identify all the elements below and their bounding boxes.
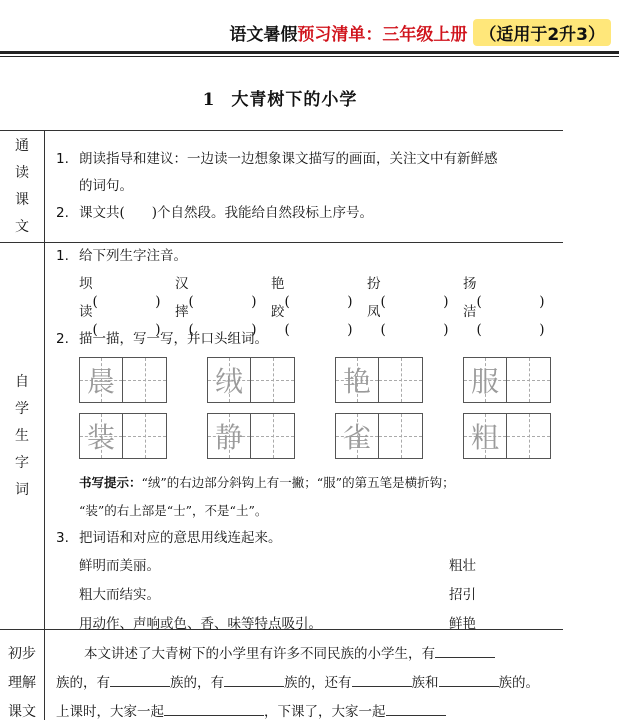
fill-blank[interactable]	[439, 673, 499, 687]
trace-char: 绒	[214, 365, 243, 398]
summary-line-3	[56, 698, 563, 727]
summary-text: 族的，有	[170, 675, 224, 691]
pinyin-char: 凤	[367, 304, 381, 320]
header-rule-thick	[0, 51, 619, 54]
write-cell[interactable]	[123, 357, 167, 403]
pinyin-row-1	[56, 270, 563, 298]
label-char: 通	[15, 137, 29, 154]
tip-label: 书写提示：	[79, 475, 142, 490]
item-number: 1.	[56, 151, 69, 167]
label-word: 理解	[8, 675, 36, 691]
fill-blank[interactable]	[386, 702, 446, 716]
item-number: 2.	[56, 331, 69, 347]
label-char: 课	[15, 191, 29, 208]
writing-pair	[463, 413, 551, 459]
pinyin-char: 扮	[367, 276, 381, 292]
summary-text: ，下课了，大家一起	[264, 704, 386, 720]
pinyin-item[interactable]	[175, 270, 271, 298]
pinyin-char: 读	[79, 304, 93, 320]
write-cell[interactable]	[251, 357, 295, 403]
fill-blank[interactable]	[224, 673, 284, 687]
label-char: 自	[15, 373, 29, 390]
item-text: 描一描，写一写，并口头组词。	[79, 331, 268, 347]
pinyin-item[interactable]	[79, 270, 175, 298]
lesson-title	[0, 85, 560, 110]
pinyin-item[interactable]	[367, 270, 463, 298]
trace-cell[interactable]	[207, 357, 251, 403]
writing-pair	[207, 357, 295, 403]
writing-grid-row-1	[79, 357, 563, 403]
trace-char: 晨	[86, 365, 115, 398]
writing-tip-cont: “装”的右上部是“士”，不是“土”。	[79, 503, 268, 518]
section-selfstudy-label	[0, 243, 45, 629]
item-number: 1.	[56, 248, 69, 264]
item-number: 2.	[56, 205, 69, 221]
tip-text: “绒”的右边部分斜钩上有一撇；“服”的第五笔是横折钩；	[141, 475, 455, 490]
selfstudy-item-3	[56, 525, 563, 552]
summary-text: 本文讲述了大青树下的小学里有许多不同民族的小学生，有	[84, 646, 435, 662]
writing-grid-row-2	[79, 413, 563, 459]
header	[229, 18, 611, 46]
worksheet-table	[0, 130, 563, 720]
selfstudy-item-1	[56, 243, 563, 270]
section-understand	[0, 630, 563, 720]
grade-badge: （适用于2升3）	[473, 19, 611, 46]
fill-blank[interactable]	[110, 673, 170, 687]
writing-pair	[207, 413, 295, 459]
summary-text: 上课时，大家一起	[56, 704, 164, 720]
writing-pair	[335, 357, 423, 403]
summary-text: 族的，有	[56, 675, 110, 691]
trace-cell[interactable]	[463, 357, 507, 403]
match-word[interactable]: 招引	[449, 587, 476, 603]
section-selfstudy	[0, 243, 563, 630]
pinyin-item[interactable]	[463, 270, 559, 298]
match-row	[56, 552, 563, 581]
match-meaning[interactable]: 用动作、声响或色、香、味等特点吸引。	[79, 616, 322, 632]
pinyin-char: 扬	[463, 276, 477, 292]
match-meaning[interactable]: 粗大而结实。	[79, 587, 160, 603]
trace-cell[interactable]	[79, 413, 123, 459]
header-title-part1: 语文暑假	[229, 24, 298, 45]
trace-cell[interactable]	[79, 357, 123, 403]
item-text: 把词语和对应的意思用线连起来。	[79, 530, 282, 546]
label-word: 初步	[8, 646, 36, 662]
summary-text: 族的。	[498, 675, 539, 691]
writing-pair	[463, 357, 551, 403]
writing-pair	[79, 357, 167, 403]
trace-cell[interactable]	[463, 413, 507, 459]
item-number: 3.	[56, 530, 69, 546]
write-cell[interactable]	[507, 357, 551, 403]
item-text: 朗读指导和建议：一边读一边想象课文描写的画面，关注文中有新鲜感	[79, 151, 498, 167]
write-cell[interactable]	[379, 413, 423, 459]
paragraph-count-blank[interactable]: 课文共( )个自然段。我能给自然段标上序号。	[79, 205, 374, 221]
pinyin-char: 坝	[79, 276, 93, 292]
write-cell[interactable]	[123, 413, 167, 459]
write-cell[interactable]	[507, 413, 551, 459]
section-understand-content	[45, 630, 563, 720]
label-word: 课文	[8, 704, 36, 720]
label-char: 学	[15, 400, 29, 417]
lesson-number: 1	[202, 90, 216, 110]
pinyin-item[interactable]	[271, 270, 367, 298]
pinyin-char: 艳	[271, 276, 285, 292]
item-text: 给下列生字注音。	[79, 248, 187, 264]
trace-cell[interactable]	[207, 413, 251, 459]
read-item-1-cont: 的词句。	[79, 178, 133, 194]
section-understand-label	[0, 630, 45, 720]
write-cell[interactable]	[251, 413, 295, 459]
section-read-label	[0, 131, 45, 242]
trace-cell[interactable]	[335, 413, 379, 459]
header-title-part2: 预习清单：三年级上册	[297, 24, 468, 45]
summary-line-1	[56, 640, 563, 669]
summary-text: 族的，还有	[284, 675, 352, 691]
trace-char: 粗	[470, 421, 499, 454]
label-char: 词	[15, 481, 29, 498]
section-selfstudy-content	[45, 243, 563, 632]
fill-blank[interactable]	[352, 673, 412, 687]
trace-char: 雀	[342, 421, 371, 454]
match-row	[56, 581, 563, 610]
trace-char: 服	[470, 365, 499, 398]
writing-pair	[335, 413, 423, 459]
label-char: 生	[15, 427, 29, 444]
label-char: 读	[15, 164, 29, 181]
selfstudy-item-2	[56, 326, 563, 353]
writing-pair	[79, 413, 167, 459]
writing-grid	[56, 357, 563, 459]
summary-line-2	[56, 669, 563, 698]
writing-tip	[56, 469, 563, 497]
trace-char: 静	[214, 421, 243, 454]
pinyin-char: 洁	[463, 304, 477, 320]
pinyin-char: 摔	[175, 304, 189, 320]
pinyin-char: 汉	[175, 276, 189, 292]
label-char: 文	[15, 218, 29, 235]
match-meaning[interactable]: 鲜明而美丽。	[79, 558, 160, 574]
pinyin-char: 跤	[271, 304, 285, 320]
section-read-content	[45, 131, 563, 242]
read-item-2	[56, 200, 563, 227]
trace-char: 装	[86, 421, 115, 454]
read-item-1	[56, 146, 563, 173]
label-char: 字	[15, 454, 29, 471]
fill-blank[interactable]	[164, 702, 264, 716]
pinyin-row-2	[56, 298, 563, 326]
write-cell[interactable]	[379, 357, 423, 403]
header-rule-thin	[0, 56, 619, 57]
lesson-title-text: 大青树下的小学	[231, 90, 358, 110]
section-read	[0, 131, 563, 243]
match-word[interactable]: 粗壮	[449, 558, 476, 574]
trace-char: 艳	[342, 365, 371, 398]
summary-text: 族和	[411, 675, 439, 691]
fill-blank[interactable]	[435, 644, 495, 658]
trace-cell[interactable]	[335, 357, 379, 403]
match-word[interactable]: 鲜艳	[449, 616, 476, 632]
